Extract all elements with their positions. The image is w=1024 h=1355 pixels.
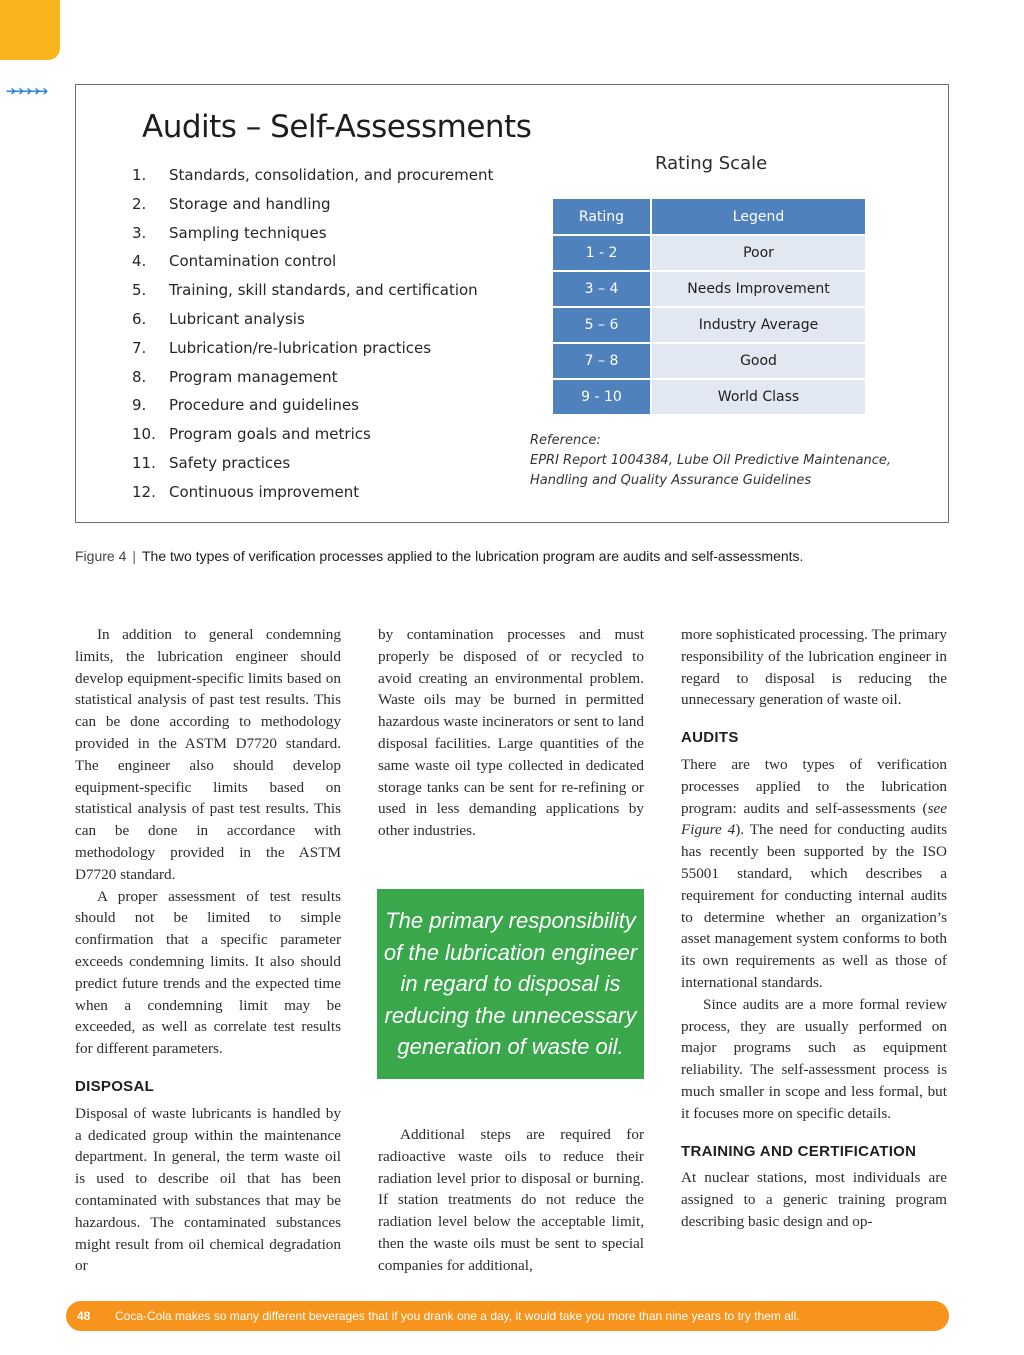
- paragraph: Since audits are a more formal review process, they are usually performed on major programs such as equipment reliability. The self-assessment process is much smaller in scope and less formal, but it focuses more on specific details.: [681, 995, 947, 1122]
- figure-reference: [530, 431, 891, 491]
- rating-header: Rating: [553, 199, 651, 235]
- caption-text: The two types of verification processes applied to the lubrication program are audits and self-assessments.: [142, 548, 804, 564]
- footer-fact: Coca-Cola makes so many different beverages that if you drank one a day, it would take you more than nine years to try them all.: [115, 1309, 800, 1323]
- legend-cell: Poor: [651, 235, 865, 271]
- legend-cell: World Class: [651, 379, 865, 415]
- list-item: 10. Program goals and metrics: [132, 425, 371, 444]
- caption-label: Figure 4: [75, 548, 127, 564]
- paragraph: by contamination processes and must properly be disposed of or recycled to avoid creating an environmental problem. Waste oils may be burned in permitted hazardous waste incinerators or sent to land disposal facilities. Large quantities of the same waste oil type collected in dedicated storage tanks can be sent for re-refining or used in less demanding applications by other industries.: [378, 626, 644, 840]
- figure-4-frame: [75, 84, 949, 523]
- list-item: 8. Program management: [132, 367, 338, 386]
- list-item: 2. Storage and handling: [132, 194, 331, 213]
- heading-disposal: DISPOSAL: [75, 1077, 155, 1095]
- column-1: [75, 624, 341, 1277]
- caption-separator: |: [132, 548, 136, 564]
- legend-cell: Industry Average: [651, 307, 865, 343]
- paragraph: At nuclear stations, most individuals are assigned to a generic training program describing basic design and op-: [681, 1169, 947, 1230]
- pull-quote: The primary responsibility of the lubrication engineer in regard to disposal is reducing the unnecessary generation of waste oil.: [377, 889, 644, 1079]
- table-row: [553, 379, 865, 415]
- paragraph: Additional steps are required for radioactive waste oils to reduce their radiation level prior to disposal or burning. If station treatments do not reduce the radiation level below the acceptable limit, then the waste oils must be sent to special companies for additional,: [378, 1126, 644, 1274]
- figure-title: Audits – Self-Assessments: [142, 109, 532, 145]
- table-header-row: [553, 199, 865, 235]
- paragraph: In addition to general condemning limits, the lubrication engineer should develop equipment-specific limits based on statistical analysis of past test results. This can be done according to methodology provided in the ASTM D7720 standard. The engineer also should develop equipment-specific limits based on statistical analysis of past test results. This can be done in accordance with methodology provided in the ASTM D7720 standard.: [75, 626, 341, 883]
- rating-scale-title: Rating Scale: [655, 153, 768, 174]
- reference-line-2: Handling and Quality Assurance Guidelines: [530, 473, 812, 488]
- heading-audits: AUDITS: [681, 729, 739, 747]
- list-item: 12. Continuous improvement: [132, 482, 360, 501]
- rating-cell: 5 – 6: [553, 307, 651, 343]
- rating-cell: 3 – 4: [553, 271, 651, 307]
- list-item: 6. Lubricant analysis: [132, 309, 305, 328]
- list-item: 11. Safety practices: [132, 453, 291, 472]
- rating-scale-table: [553, 199, 865, 416]
- list-item: 1. Standards, consolidation, and procurement: [132, 166, 494, 184]
- column-2: [378, 624, 644, 842]
- paragraph: There are two types of verification processes applied to the lubrication program: audits and self-assessments (see Figure 4). The need for conducting audits has recently been supported by the ISO 55001 standard, which describes a requirement for conducting internal audits to determine whether an organization’s asset management system conforms to both its own requirements as well as those of international standards.: [681, 755, 947, 991]
- reference-line-1: EPRI Report 1004384, Lube Oil Predictive Maintenance,: [530, 453, 892, 468]
- audit-topic-list: [132, 161, 493, 507]
- arrow-icons: ➔➔➔➔➔: [6, 84, 47, 98]
- corner-tab: [0, 0, 60, 60]
- legend-cell: Needs Improvement: [651, 271, 865, 307]
- rating-cell: 7 – 8: [553, 343, 651, 379]
- list-item: 7. Lubrication/re-lubrication practices: [132, 338, 432, 357]
- column-3: [681, 624, 947, 1233]
- column-2-continued: [378, 1124, 644, 1277]
- list-item: 5. Training, skill standards, and certification: [132, 281, 478, 300]
- figure-reference-link: see Figure 4: [681, 799, 947, 839]
- legend-cell: Good: [651, 343, 865, 379]
- table-row: [553, 307, 865, 343]
- list-item: 9. Procedure and guidelines: [132, 396, 359, 415]
- heading-training: TRAINING AND CERTIFICATION: [681, 1142, 917, 1160]
- rating-cell: 9 - 10: [553, 379, 651, 415]
- reference-label: Reference:: [530, 433, 601, 448]
- rating-cell: 1 - 2: [553, 235, 651, 271]
- paragraph: A proper assessment of test results should not be limited to simple confirmation that a specific parameter exceeds condemning limits. It also should predict future trends and the expected time when a condemning limit may be exceeded, as well as correlate test results for different parameters.: [75, 887, 341, 1058]
- footer-bar: [66, 1301, 949, 1331]
- list-item: 3. Sampling techniques: [132, 223, 327, 242]
- page-number: 48: [77, 1309, 91, 1323]
- paragraph: more sophisticated processing. The primary responsibility of the lubrication engineer in regard to disposal is reducing the unnecessary generation of waste oil.: [681, 626, 947, 709]
- figure-caption: [75, 548, 803, 564]
- table-row: [553, 235, 865, 271]
- list-item: 4. Contamination control: [132, 252, 337, 271]
- paragraph: Disposal of waste lubricants is handled by a dedicated group within the maintenance department. In general, the term waste oil is used to describe oil that has been contaminated with substances that may be hazardous. The contaminated substances might result from oil chemical degradation or: [75, 1104, 341, 1275]
- table-row: [553, 271, 865, 307]
- legend-header: Legend: [651, 199, 865, 235]
- table-row: [553, 343, 865, 379]
